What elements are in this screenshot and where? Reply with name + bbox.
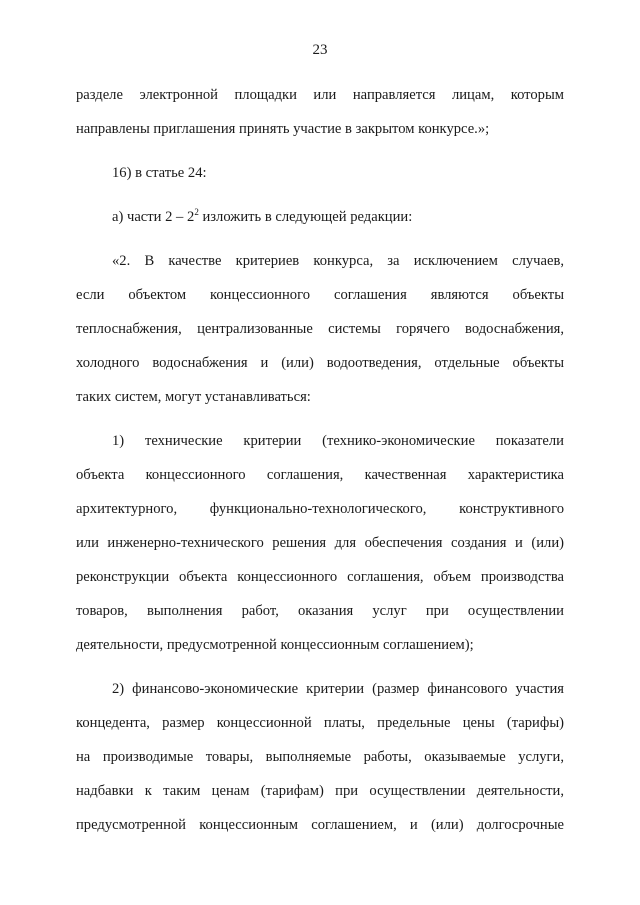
text-line: 16) в статье 24: [112, 165, 207, 181]
text-line: деятельности, предусмотренной концессионным соглашением); [76, 637, 474, 653]
paragraph-gap [76, 234, 564, 244]
text-line: 2) финансово-экономические критерии (размер финансового участия [112, 681, 564, 697]
paragraph-gap [76, 146, 564, 156]
superscript: 2 [194, 207, 199, 217]
text-line: на производимые товары, выполняемые работы, оказываемые услуги, [76, 749, 564, 765]
text-line: надбавки к таким ценам (тарифам) при осуществлении деятельности, [76, 783, 564, 799]
text-line: концедента, размер концессионной платы, предельные цены (тарифы) [76, 715, 564, 731]
text-line: объекта концессионного соглашения, качественная характеристика [76, 467, 564, 483]
document-body [76, 78, 564, 842]
text-segment: а) части 2 – 2 [112, 209, 195, 225]
text-line: предусмотренной концессионным соглашением, и (или) долгосрочные [76, 817, 564, 833]
text-line: или инженерно-технического решения для обеспечения создания и (или) [76, 535, 564, 551]
text-line: «2. В качестве критериев конкурса, за исключением случаев, [112, 253, 564, 269]
text-line [76, 200, 564, 234]
text-line: таких систем, могут устанавливаться: [76, 389, 311, 405]
paragraph-gap [76, 414, 564, 424]
paragraph-gap [76, 190, 564, 200]
text-line: если объектом концессионного соглашения являются объекты [76, 287, 564, 303]
text-line: реконструкции объекта концессионного соглашения, объем производства [76, 569, 564, 585]
text-segment: изложить в следующей редакции: [198, 209, 413, 225]
text-line: архитектурного, функционально-технологического, конструктивного [76, 501, 564, 517]
text-line: направлены приглашения принять участие в закрытом конкурсе.»; [76, 121, 490, 137]
page-number: 23 [312, 42, 328, 58]
text-line: теплоснабжения, централизованные системы горячего водоснабжения, [76, 321, 564, 337]
text-line: 1) технические критерии (технико-экономические показатели [112, 433, 564, 449]
text-line: товаров, выполнения работ, оказания услуг при осуществлении [76, 603, 564, 619]
text-line: холодного водоснабжения и (или) водоотведения, отдельные объекты [76, 355, 564, 371]
text-line: разделе электронной площадки или направляется лицам, которым [76, 87, 564, 103]
paragraph-gap [76, 662, 564, 672]
